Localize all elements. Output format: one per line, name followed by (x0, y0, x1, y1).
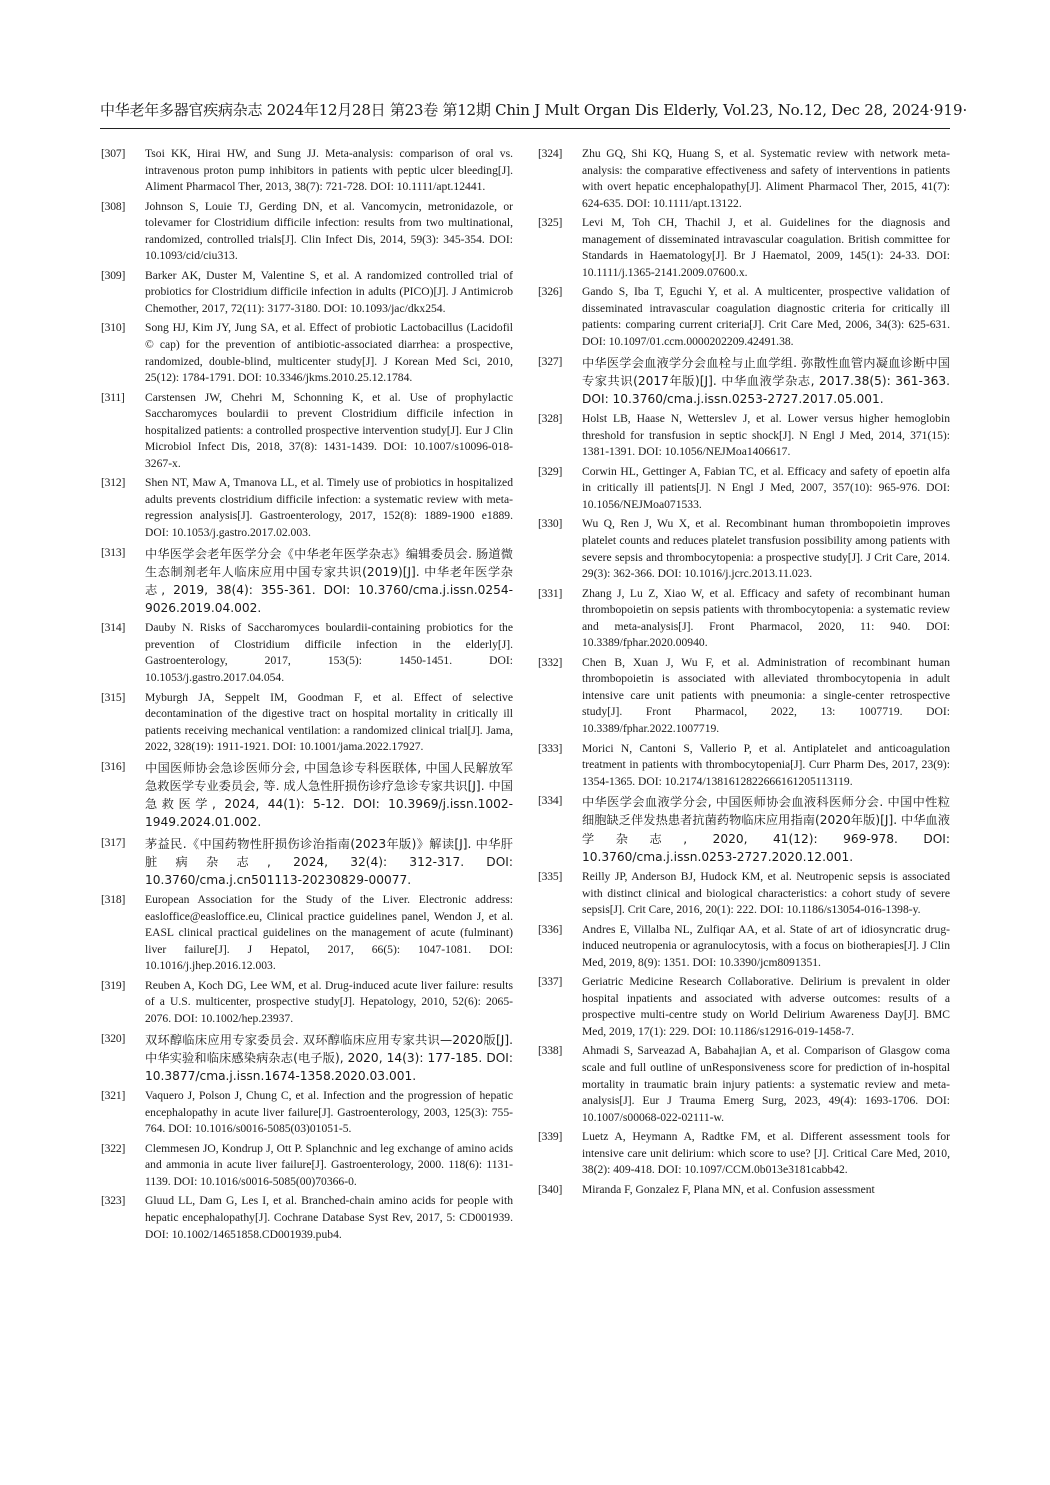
reference-number: [314] (101, 621, 126, 635)
reference-number: [330] (538, 517, 563, 531)
reference-text: European Association for the Study of the Liver. Electronic address: easloffice@easloffice.eu, Clinical practice guidelines panel, Wendon J, et al. EASL clinical practical guidelines on the management of acute (fulminant) liver failure[J]. J Hepatol, 2017, 66(5): 1047-1081. DOI: 10.1016/j.jhep.2016.12.003. (145, 893, 513, 973)
reference-entry (538, 741, 950, 791)
reference-number: [319] (101, 978, 126, 992)
reference-entry (538, 1043, 950, 1126)
reference-entry (101, 199, 513, 265)
reference-number: [309] (101, 268, 126, 282)
reference-number: [311] (101, 390, 125, 404)
reference-entry (538, 1129, 950, 1179)
reference-text: Shen NT, Maw A, Tmanova LL, et al. Timely use of probiotics in hospitalized adults prevents clostridium difficile infection: a systematic review with meta-regression analysis[J]. Gastroenterology, 2017, 152(8): 1889-1900 e1889. DOI: 10.1053/j.gastro.2017.02.003. (145, 476, 513, 540)
reference-number: [320] (101, 1031, 126, 1045)
reference-text: Morici N, Cantoni S, Vallerio P, et al. Antiplatelet and anticoagulation treatment in patients with thrombocytopenia[J]. Curr Pharm Des, 2017, 23(9): 1354-1365. DOI: 10.2174/1381612822666161205113119. (582, 741, 950, 788)
reference-text: Wu Q, Ren J, Wu X, et al. Recombinant human thrombopoietin improves platelet counts and reduces platelet transfusion possibility among patients with severe sepsis and thrombocytopenia: a prospective study[J]. J Crit Care, 2014. 29(3): 362-366. DOI: 10.1016/j.jcrc.2013.11.023. (582, 517, 950, 581)
reference-number: [326] (538, 285, 563, 299)
reference-entry (538, 922, 950, 972)
reference-text: Luetz A, Heymann A, Radtke FM, et al. Different assessment tools for intensive care unit delirium: which score to use? [J]. Critical Care Med, 2010, 38(2): 409-418. DOI: 10.1097/CCM.0b013e3181cabb42. (582, 1130, 950, 1177)
reference-entry (101, 892, 513, 975)
reference-text: Vaquero J, Polson J, Chung C, et al. Infection and the progression of hepatic encephalopathy in acute liver failure[J]. Gastroenterology, 2003, 125(3): 755-764. DOI: 10.1016/s0016-5085(03)01051-5. (145, 1089, 513, 1136)
reference-text: Reilly JP, Anderson BJ, Hudock KM, et al. Neutropenic sepsis is associated with distinct clinical and biological characteristics: a cohort study of severe sepsis[J]. Crit Care, 2016, 20(1): 222. DOI: 10.1186/s13054-016-1398-y. (582, 870, 950, 917)
reference-number: [322] (101, 1141, 126, 1155)
reference-number: [333] (538, 741, 563, 755)
reference-number: [329] (538, 464, 563, 478)
reference-text: 双环醇临床应用专家委员会. 双环醇临床应用专家共识—2020版[J]. 中华实验和临床感染病杂志(电子版), 2020, 14(3): 177-185. DOI: 10.3877/cma.j.issn.1674-1358.2020.03.001. (145, 1032, 513, 1083)
reference-text: Barker AK, Duster M, Valentine S, et al. A randomized controlled trial of probiotics for Clostridium difficile infection in adults (PICO)[J]. J Antimicrob Chemother, 2017, 72(11): 3177-3180. DOI: 10.1093/jac/dkx254. (145, 268, 513, 315)
reference-text: Corwin HL, Gettinger A, Fabian TC, et al. Efficacy and safety of epoetin alfa in critically ill patients[J]. N Engl J Med, 2007, 357(10): 965-976. DOI: 10.1056/NEJMoa071533. (582, 464, 950, 511)
journal-header: 中华老年多器官疾病杂志 2024年12月28日 第23卷 第12期 Chin J Mult Organ Dis Elderly, Vol.23, No.12, Dec 28, 2024 (100, 101, 930, 119)
reference-text: Andres E, Villalba NL, Zulfiqar AA, et al. State of art of idiosyncratic drug-induced neutropenia or agranulocytosis, with a focus on biotherapies[J]. J Clin Med, 2019, 8(9): 1351. DOI: 10.3390/jcm8091351. (582, 922, 950, 969)
reference-entry (101, 545, 513, 618)
reference-text: Levi M, Toh CH, Thachil J, et al. Guidelines for the diagnosis and management of disseminated intravascular coagulation. British committee for Standards in Haematology[J]. Br J Haematol, 2009, 145(1): 24-33. DOI: 10.1111/j.1365-2141.2009.07600.x. (582, 216, 950, 279)
reference-entry (101, 620, 513, 686)
reference-text: 中华医学会血液学分会血栓与止血学组. 弥散性血管内凝血诊断中国专家共识(2017年版)[J]. 中华血液学杂志, 2017.38(5): 361-363. DOI: 10.3760/cma.j.issn.0253-2727.2017.05.001. (582, 355, 950, 406)
reference-entry (538, 215, 950, 281)
reference-entry (538, 793, 950, 866)
reference-text: Zhu GQ, Shi KQ, Huang S, et al. Systematic review with network meta-analysis: the comparative effectiveness and safety of interventions in patients with overt hepatic encephalopathy[J]. Aliment Pharmacol Ther, 2015, 41(7): 624-635. DOI: 10.1111/apt.13122. (582, 147, 950, 210)
reference-entry (538, 974, 950, 1040)
reference-text: Reuben A, Koch DG, Lee WM, et al. Drug-induced acute liver failure: results of a U.S. multicenter, prospective study[J]. Hepatology, 2010, 52(6): 2065-2076. DOI: 10.1002/hep.23937. (145, 978, 513, 1026)
reference-entry (101, 690, 513, 756)
reference-text: 中华医学会血液学分会, 中国医师协会血液科医师分会. 中国中性粒细胞缺乏伴发热患者抗菌药物临床应用指南(2020年版)[J]. 中华血液学杂志, 2020, 41(12): 969-978. DOI: 10.3760/cma.j.issn.0253-2727.2020.12.001. (582, 795, 950, 864)
reference-number: [337] (538, 975, 563, 989)
reference-entry (538, 869, 950, 919)
reference-text: Ahmadi S, Sarveazad A, Babahajian A, et al. Comparison of Glasgow coma scale and full outline of unResponsiveness score for prediction of in-hospital mortality in traumatic brain injury patients: a systematic review and meta-analysis[J]. Eur J Trauma Emerg Surg, 2023, 49(4): 1693-1706. DOI: 10.1007/s00068-022-02111-w. (582, 1044, 950, 1124)
reference-text: Geriatric Medicine Research Collaborative. Delirium is prevalent in older hospital inpatients and associated with adverse outcomes: results of a prospective multi-centre study on World Delirium Awareness Day[J]. BMC Med, 2019, 17(1): 229. DOI: 10.1186/s12916-019-1458-7. (582, 975, 950, 1038)
reference-text: Gluud LL, Dam G, Les I, et al. Branched-chain amino acids for people with hepatic encephalopathy[J]. Cochrane Database Syst Rev, 2017, 5: CD001939. DOI: 10.1002/14651858.CD001939.pub4. (145, 1194, 513, 1241)
reference-entry (101, 1031, 513, 1086)
reference-number: [325] (538, 216, 563, 230)
left-reference-column (101, 146, 513, 1246)
reference-number: [323] (101, 1194, 126, 1208)
reference-entry (538, 284, 950, 350)
reference-number: [328] (538, 412, 563, 426)
reference-number: [331] (538, 586, 563, 600)
reference-text: Zhang J, Lu Z, Xiao W, et al. Efficacy and safety of recombinant human thrombopoietin on sepsis patients with thrombocytopenia: a systematic review and meta-analysis[J]. Front Pharmacol, 2020, 11: 940. DOI: 10.3389/fphar.2020.00940. (582, 586, 950, 650)
reference-entry (101, 835, 513, 890)
reference-number: [307] (101, 147, 126, 160)
reference-number: [327] (538, 354, 563, 368)
reference-entry (101, 268, 513, 318)
reference-number: [336] (538, 922, 563, 936)
reference-entry (101, 146, 513, 196)
reference-entry (538, 655, 950, 738)
reference-entry (101, 390, 513, 473)
reference-text: Carstensen JW, Chehri M, Schonning K, et al. Use of prophylactic Saccharomyces boulardii to prevent Clostridium difficile infection in hospitalized patients: a controlled prospective intervention study[J]. Eur J Clin Microbiol Infect Dis, 2018, 37(8): 1431-1439. DOI: 10.1007/s10096-018-3267-x. (145, 390, 513, 470)
reference-text: Clemmesen JO, Kondrup J, Ott P. Splanchnic and leg exchange of amino acids and ammonia in acute liver failure[J]. Gastroenterology, 2000. 118(6): 1131-1139. DOI: 10.1016/s0016-5085(00)70366-0. (145, 1141, 513, 1188)
reference-entry (101, 978, 513, 1028)
reference-entry (538, 464, 950, 514)
header-rule (100, 128, 950, 129)
reference-text: Tsoi KK, Hirai HW, and Sung JJ. Meta-analysis: comparison of oral vs. intravenous proton pump inhibitors in patients with peptic ulcer bleeding[J]. Aliment Pharmacol Ther, 2013, 38(7): 721-728. DOI: 10.1111/apt.12441. (145, 147, 513, 194)
reference-number: [332] (538, 655, 563, 669)
reference-entry (101, 475, 513, 541)
reference-number: [315] (101, 690, 126, 704)
reference-entry (538, 516, 950, 582)
reference-entry (538, 354, 950, 409)
reference-number: [324] (538, 147, 563, 160)
reference-text: Miranda F, Gonzalez F, Plana MN, et al. Confusion assessment (582, 1182, 875, 1196)
running-head (100, 100, 968, 120)
page-number: ·919· (929, 101, 968, 119)
right-reference-column (538, 146, 950, 1201)
reference-entry (101, 1088, 513, 1138)
reference-text: 中华医学会老年医学分会《中华老年医学杂志》编辑委员会. 肠道微生态制剂老年人临床应用中国专家共识(2019)[J]. 中华老年医学杂志, 2019, 38(4): 355-361. DOI: 10.3760/cma.j.issn.0254-9026.2019.04.002. (145, 546, 513, 616)
reference-number: [321] (101, 1089, 126, 1103)
reference-number: [310] (101, 321, 126, 335)
reference-text: Song HJ, Kim JY, Jung SA, et al. Effect of probiotic Lactobacillus (Lacidofil © cap) for the prevention of antibiotic-associated diarrhea: a prospective, randomized, double-blind, multicenter study[J]. J Korean Med Sci, 2010, 25(12): 1784-1791. DOI: 10.3346/jkms.2010.25.12.1784. (145, 321, 513, 385)
reference-number: [318] (101, 893, 126, 907)
reference-text: Gando S, Iba T, Eguchi Y, et al. A multicenter, prospective validation of disseminated intravascular coagulation diagnostic criteria for critically ill patients: comparing current criteria[J]. Crit Care Med, 2006, 34(3): 625-631. DOI: 10.1097/01.ccm.0000202209.42491.38. (582, 285, 950, 349)
reference-entry (538, 586, 950, 652)
reference-number: [317] (101, 835, 126, 849)
reference-text: Johnson S, Louie TJ, Gerding DN, et al. Vancomycin, metronidazole, or tolevamer for Clostridium difficile infection: results from two multinational, randomized, controlled trials[J]. Clin Infect Dis, 2014, 59(3): 345-354. DOI: 10.1093/cid/ciu313. (145, 199, 513, 263)
reference-text: Dauby N. Risks of Saccharomyces boulardii-containing probiotics for the prevention of Clostridium difficile infection in the elderly[J]. Gastroenterology, 2017, 153(5): 1450-1451. DOI: 10.1053/j.gastro.2017.04.054. (145, 621, 513, 685)
reference-number: [308] (101, 199, 126, 213)
reference-entry (538, 411, 950, 461)
reference-entry (101, 320, 513, 386)
reference-number: [334] (538, 794, 563, 808)
reference-number: [313] (101, 545, 126, 559)
reference-number: [335] (538, 870, 563, 884)
reference-entry (101, 1141, 513, 1191)
reference-text: Holst LB, Haase N, Wetterslev J, et al. Lower versus higher hemoglobin threshold for transfusion in septic shock[J]. N Engl J Med, 2014, 371(15): 1381-1391. DOI: 10.1056/NEJMoa1406617. (582, 412, 950, 459)
reference-entry (101, 759, 513, 832)
reference-text: 茅益民.《中国药物性肝损伤诊治指南(2023年版)》解读[J]. 中华肝脏病杂志, 2024, 32(4): 312-317. DOI: 10.3760/cma.j.cn501113-20230829-00077. (145, 836, 513, 887)
reference-number: [340] (538, 1182, 563, 1196)
reference-number: [312] (101, 476, 126, 490)
reference-entry (101, 1193, 513, 1243)
reference-number: [339] (538, 1130, 563, 1144)
reference-entry (538, 146, 950, 212)
reference-text: Chen B, Xuan J, Wu F, et al. Administration of recombinant human thrombopoietin is associated with alleviated thrombocytopenia in adult intensive care unit patients with pneumonia: a single-center retrospective study[J]. Front Pharmacol, 2022, 13: 1007719. DOI: 10.3389/fphar.2022.1007719. (582, 655, 950, 736)
reference-text: Myburgh JA, Seppelt IM, Goodman F, et al. Effect of selective decontamination of the digestive tract on hospital mortality in critically ill patients receiving mechanical ventilation: a randomized clinical trial[J]. Jama, 2022, 328(19): 1911-1921. DOI: 10.1001/jama.2022.17927. (145, 690, 513, 754)
reference-text: 中国医师协会急诊医师分会, 中国急诊专科医联体, 中国人民解放军急救医学专业委员会, 等. 成人急性肝损伤诊疗急诊专家共识[J]. 中国急救医学, 2024, 44(1): 5-12. DOI: 10.3969/j.issn.1002-1949.2024.01.002. (145, 760, 513, 830)
reference-number: [316] (101, 759, 126, 773)
reference-number: [338] (538, 1044, 563, 1058)
reference-entry (538, 1182, 950, 1199)
